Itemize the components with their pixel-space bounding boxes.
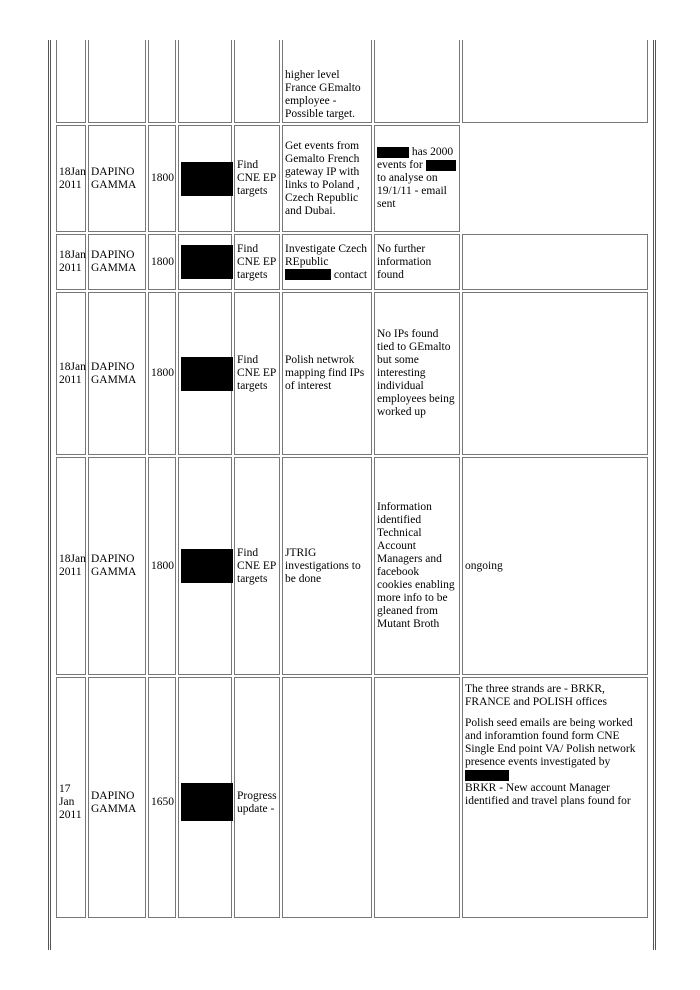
redacted-cell (178, 457, 232, 675)
description-cell (282, 677, 372, 918)
redaction-block (181, 549, 233, 583)
result-cell (374, 125, 460, 232)
table-row (56, 677, 648, 918)
operation-cell: DAPINO GAMMA (88, 234, 146, 290)
inline-redaction (465, 770, 509, 781)
redacted-cell (178, 234, 232, 290)
table-row (56, 125, 648, 232)
table-row (56, 234, 648, 290)
number-cell: 1800 (148, 457, 176, 675)
description-text-part: contact (333, 268, 368, 281)
table-row (56, 40, 648, 123)
status-paragraph: The three strands are - BRKR, FRANCE and POLISH offices (465, 683, 607, 708)
table-row (56, 457, 648, 675)
inline-redaction (426, 160, 456, 171)
date-cell: 17 Jan 2011 (56, 677, 86, 918)
result-cell: No further information found (374, 234, 460, 290)
number-cell: 1800 (148, 292, 176, 455)
result-text-part: has 2000 events for (377, 146, 454, 171)
operation-cell: DAPINO GAMMA (88, 677, 146, 918)
status-text-part: BRKR - New account Manager identified and travel plans found for (465, 782, 631, 807)
task-cell: Find CNE EP targets (234, 292, 280, 455)
redaction-block (181, 162, 233, 196)
redaction-block (181, 245, 233, 279)
inline-redaction (285, 269, 331, 280)
redacted-cell (178, 125, 232, 232)
redaction-block (181, 357, 233, 391)
operation-cell (88, 40, 146, 123)
status-cell (462, 125, 648, 232)
description-text-part: Investigate Czech REpublic (285, 242, 368, 268)
status-paragraph (465, 717, 645, 808)
result-text-part: to analyse on 19/1/11 - email sent (377, 172, 447, 210)
status-text-part: Polish seed emails are being worked and inforamtion found form CNE Single End point VA/ Polish network presence events investigated by (465, 717, 636, 768)
result-cell: Information identified Technical Account Managers and facebook cookies enabling more info to be gleaned from Mutant Broth (374, 457, 460, 675)
result-cell (374, 40, 460, 123)
number-cell: 1650 (148, 677, 176, 918)
document-frame (48, 40, 656, 950)
status-cell (462, 677, 648, 918)
number-cell (148, 40, 176, 123)
operation-cell: DAPINO GAMMA (88, 292, 146, 455)
date-cell (56, 40, 86, 123)
task-cell: Progress update - (234, 677, 280, 918)
date-cell: 18Jan 2011 (56, 457, 86, 675)
date-cell: 18Jan 2011 (56, 234, 86, 290)
description-cell: higher level France GEmalto employee -Possible target. (282, 40, 372, 123)
description-cell: JTRIG investigations to be done (282, 457, 372, 675)
result-cell: No IPs found tied to GEmalto but some interesting individual employees being worked up (374, 292, 460, 455)
table-row (56, 292, 648, 455)
description-cell (282, 234, 372, 290)
task-cell (234, 40, 280, 123)
result-cell (374, 677, 460, 918)
status-cell (462, 40, 648, 123)
operations-log-table (54, 40, 650, 920)
date-cell: 18Jan 2011 (56, 292, 86, 455)
operation-cell: DAPINO GAMMA (88, 125, 146, 232)
redaction-block (181, 783, 233, 821)
description-cell: Polish netwrok mapping find IPs of interest (282, 292, 372, 455)
task-cell: Find CNE EP targets (234, 125, 280, 232)
status-cell (462, 292, 648, 455)
task-cell: Find CNE EP targets (234, 457, 280, 675)
task-cell: Find CNE EP targets (234, 234, 280, 290)
redacted-cell (178, 677, 232, 918)
inline-redaction (377, 147, 409, 158)
number-cell: 1800 (148, 125, 176, 232)
number-cell: 1800 (148, 234, 176, 290)
date-cell: 18Jan 2011 (56, 125, 86, 232)
status-cell: ongoing (462, 457, 648, 675)
redacted-cell (178, 292, 232, 455)
description-cell: Get events from Gemalto French gateway IP with links to Poland , Czech Republic and Dubai. (282, 125, 372, 232)
redacted-cell (178, 40, 232, 123)
status-cell (462, 234, 648, 290)
operation-cell: DAPINO GAMMA (88, 457, 146, 675)
